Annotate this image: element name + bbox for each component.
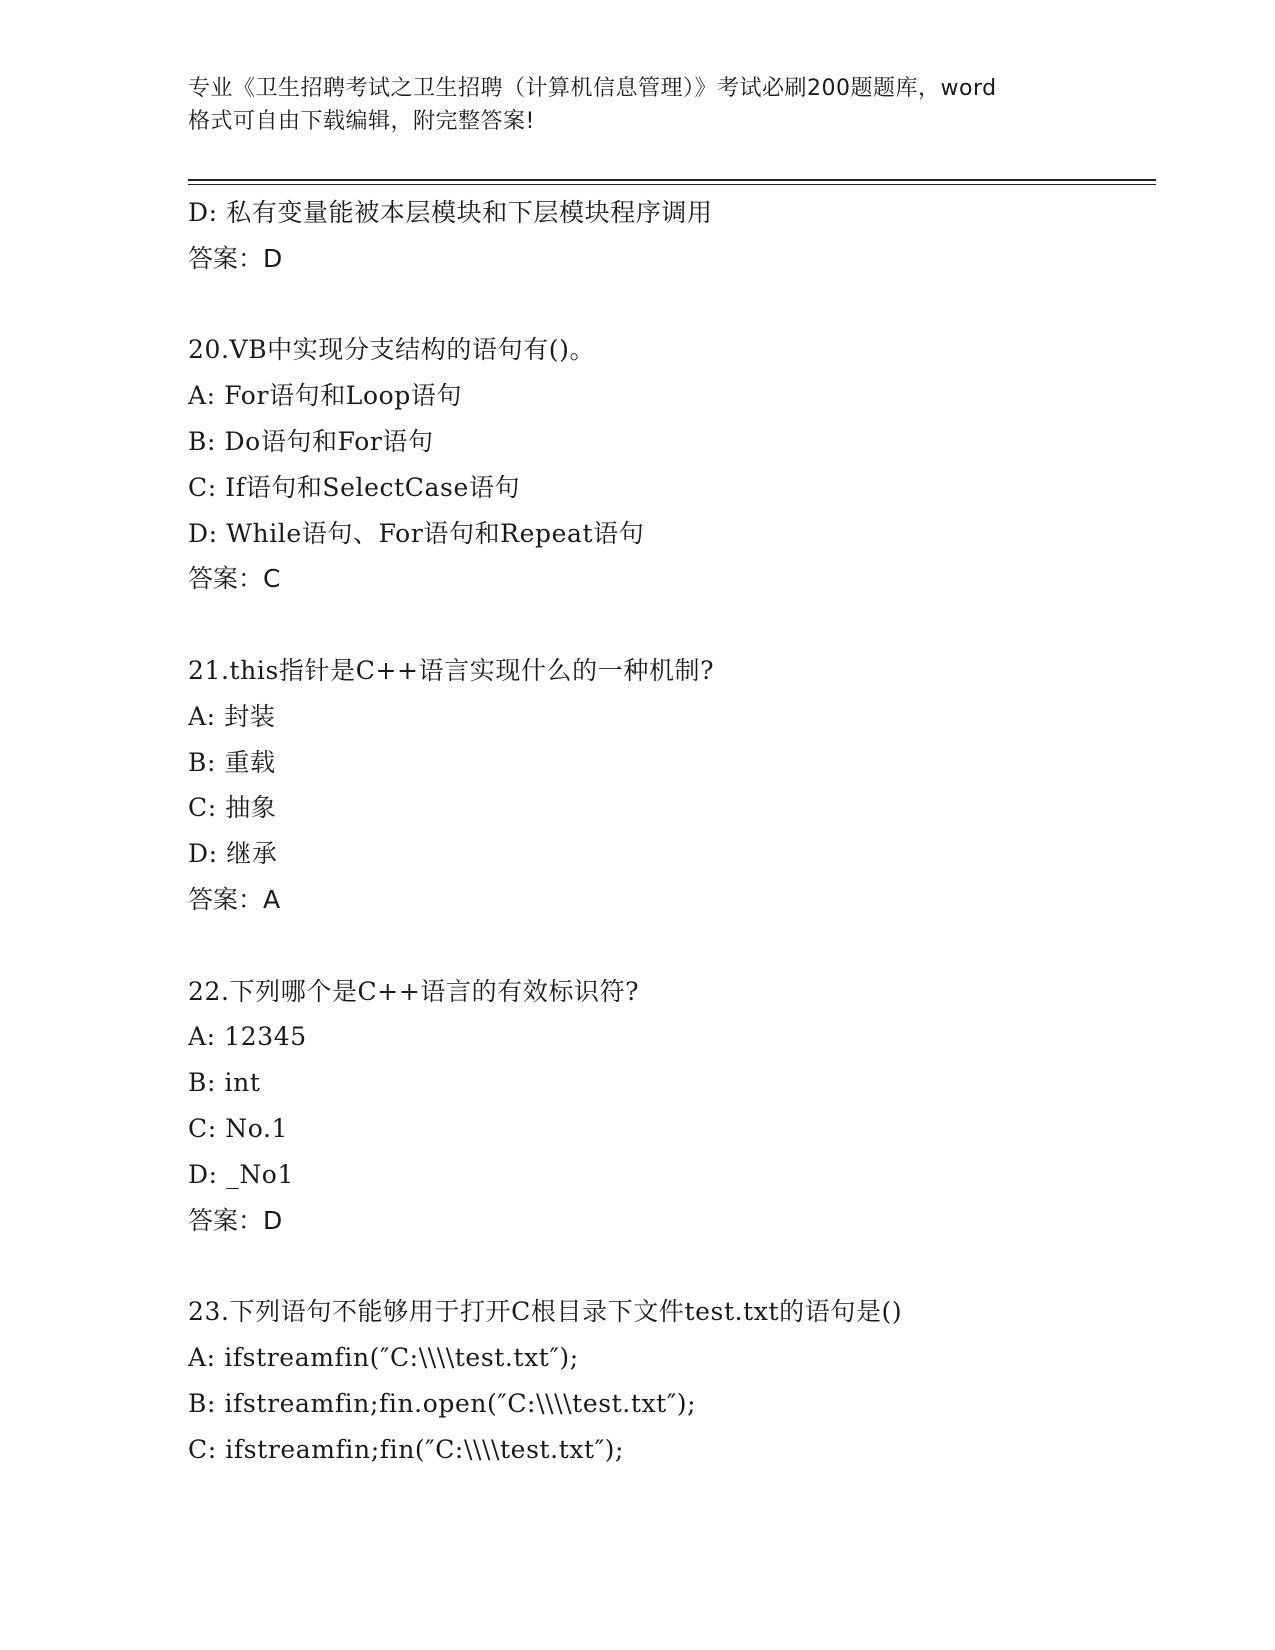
q19-answer: 答案：D bbox=[188, 243, 283, 273]
q19-option-d: D: 私有变量能被本层模块和下层模块程序调用 bbox=[188, 198, 713, 227]
header-line-1: 专业《卫生招聘考试之卫生招聘（计算机信息管理）》考试必刷200题题库，word bbox=[188, 76, 997, 101]
question-19-tail bbox=[188, 190, 1168, 282]
question-20 bbox=[188, 327, 1168, 602]
q22-question: 22.下列哪个是C++语言的有效标识符? bbox=[188, 976, 640, 1006]
question-23 bbox=[188, 1289, 1168, 1472]
q22-answer: 答案：D bbox=[188, 1205, 283, 1235]
q22-option-b: B: int bbox=[188, 1068, 261, 1098]
q20-option-d: D: While语句、For语句和Repeat语句 bbox=[188, 518, 645, 548]
q23-question: 23.下列语句不能够用于打开C根目录下文件test.txt的语句是() bbox=[188, 1297, 903, 1327]
question-21 bbox=[188, 648, 1168, 923]
q20-option-c: C: If语句和SelectCase语句 bbox=[188, 472, 521, 502]
q21-option-c: C: 抽象 bbox=[188, 793, 277, 823]
document-header bbox=[188, 72, 1088, 138]
q20-option-a: A: For语句和Loop语句 bbox=[188, 381, 463, 411]
q21-option-b: B: 重载 bbox=[188, 747, 276, 777]
q23-option-c: C: ifstreamfin;fin(″C:\\\\test.txt″); bbox=[188, 1434, 625, 1464]
header-rule-thin bbox=[188, 184, 1156, 185]
question-list bbox=[188, 190, 1168, 1472]
spacer bbox=[188, 602, 1168, 648]
q23-option-b: B: ifstreamfin;fin.open(″C:\\\\test.txt″); bbox=[188, 1388, 697, 1418]
q20-option-b: B: Do语句和For语句 bbox=[188, 426, 434, 456]
spacer bbox=[188, 1243, 1168, 1289]
q21-option-a: A: 封装 bbox=[188, 701, 276, 731]
header-line-2: 格式可自由下载编辑，附完整答案! bbox=[188, 109, 535, 134]
q20-answer: 答案：C bbox=[188, 564, 281, 594]
q21-answer: 答案：A bbox=[188, 884, 281, 914]
q20-question: 20.VB中实现分支结构的语句有()。 bbox=[188, 335, 596, 365]
q21-option-d: D: 继承 bbox=[188, 839, 278, 869]
spacer bbox=[188, 923, 1168, 969]
q22-option-c: C: No.1 bbox=[188, 1113, 289, 1143]
q23-option-a: A: ifstreamfin(″C:\\\\test.txt″); bbox=[188, 1342, 579, 1372]
q22-option-d: D: _No1 bbox=[188, 1159, 294, 1189]
q21-question: 21.this指针是C++语言实现什么的一种机制? bbox=[188, 655, 715, 685]
question-22 bbox=[188, 969, 1168, 1244]
q22-option-a: A: 12345 bbox=[188, 1022, 307, 1052]
spacer bbox=[188, 282, 1168, 328]
header-rule-thick bbox=[188, 179, 1156, 181]
